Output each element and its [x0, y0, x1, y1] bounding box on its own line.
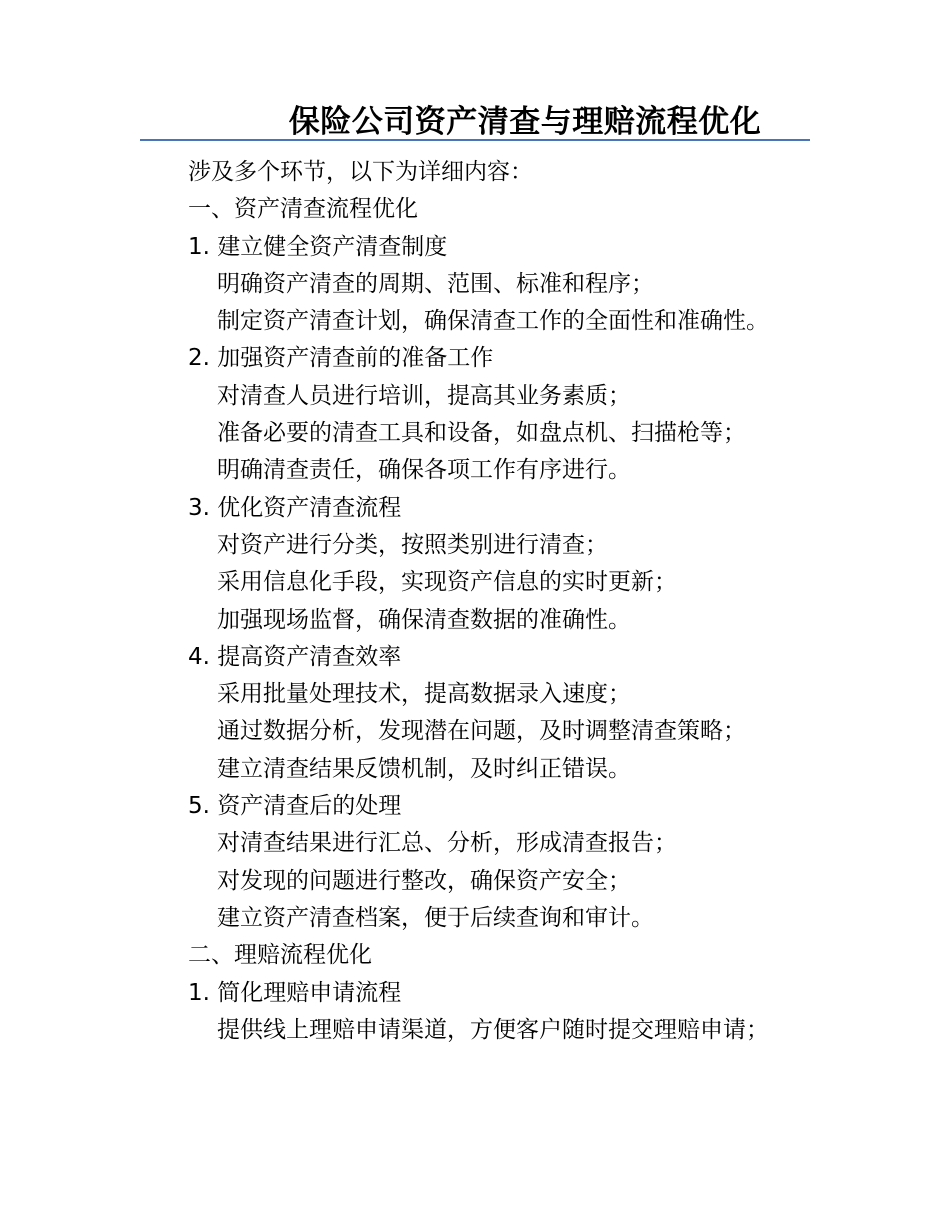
item-point: 加强现场监督，确保清查数据的准确性。: [217, 606, 631, 633]
item-heading: 1. 简化理赔申请流程: [188, 979, 402, 1006]
item-point: 通过数据分析，发现潜在问题，及时调整清查策略；: [217, 718, 746, 745]
item-point: 对发现的问题进行整改，确保资产安全；: [217, 867, 631, 894]
item-point: 对清查结果进行汇总、分析，形成清查报告；: [217, 830, 677, 857]
item-point: 明确资产清查的周期、范围、标准和程序；: [217, 270, 654, 297]
item-point: 对资产进行分类，按照类别进行清查；: [217, 531, 608, 558]
title-underline: [140, 139, 810, 141]
item-point: 制定资产清查计划，确保清查工作的全面性和准确性。: [217, 308, 769, 335]
item-heading: 1. 建立健全资产清查制度: [188, 233, 448, 260]
item-heading: 4. 提高资产清查效率: [188, 643, 402, 670]
item-point: 建立清查结果反馈机制，及时纠正错误。: [217, 755, 631, 782]
document-body: [140, 154, 780, 1049]
item-point: 采用信息化手段，实现资产信息的实时更新；: [217, 569, 677, 596]
document-title: 保险公司资产清查与理赔流程优化: [288, 104, 762, 140]
item-point: 提供线上理赔申请渠道，方便客户随时提交理赔申请；: [217, 1016, 769, 1043]
section-heading: 二、理赔流程优化: [188, 942, 372, 969]
item-point: 对清查人员进行培训，提高其业务素质；: [217, 382, 631, 409]
item-point: 准备必要的清查工具和设备，如盘点机、扫描枪等；: [217, 420, 746, 447]
item-point: 建立资产清查档案，便于后续查询和审计。: [217, 904, 654, 931]
item-heading: 5. 资产清查后的处理: [188, 793, 402, 820]
item-point: 明确清查责任，确保各项工作有序进行。: [217, 457, 631, 484]
section-heading: 一、资产清查流程优化: [188, 196, 418, 223]
intro-paragraph: 涉及多个环节，以下为详细内容：: [188, 159, 533, 185]
item-heading: 2. 加强资产清查前的准备工作: [188, 345, 494, 372]
item-heading: 3. 优化资产清查流程: [188, 494, 402, 521]
item-point: 采用批量处理技术，提高数据录入速度；: [217, 681, 631, 708]
